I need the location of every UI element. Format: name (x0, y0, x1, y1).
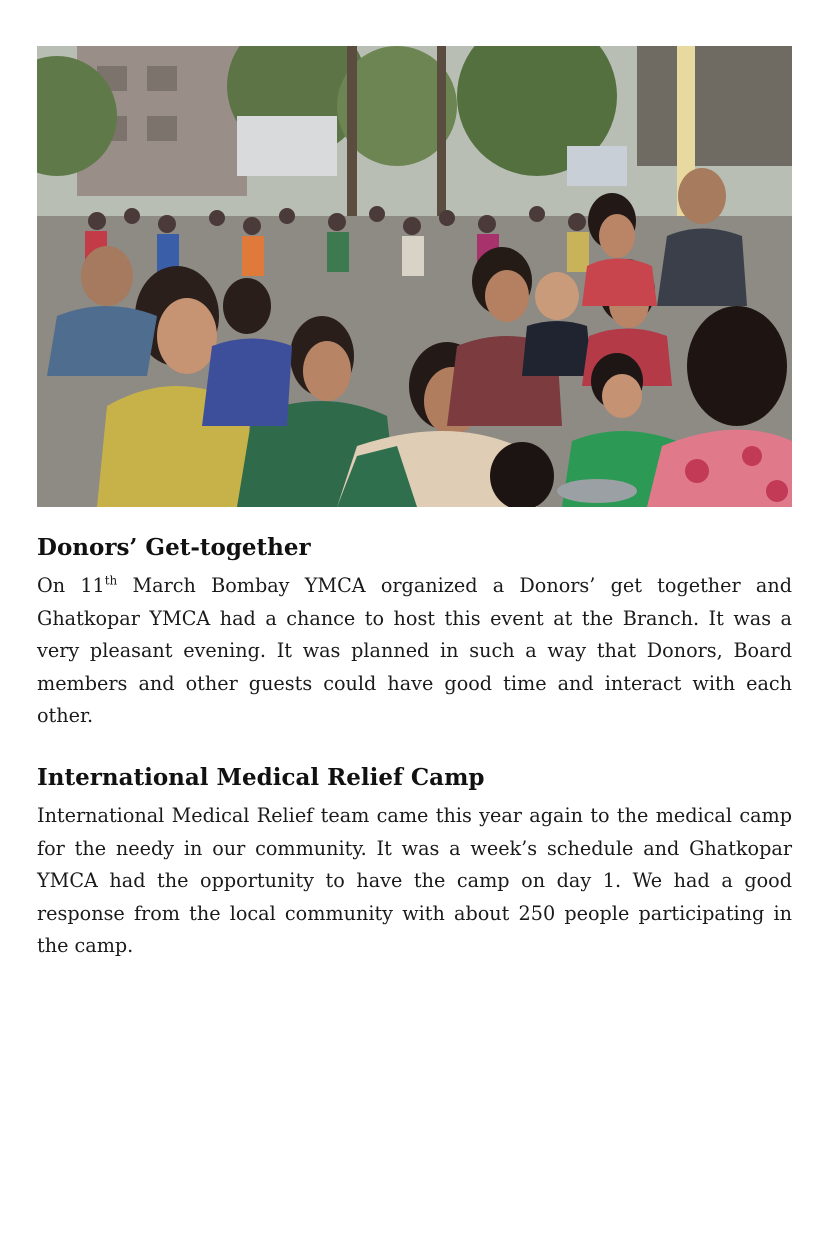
donors-get-together-section (37, 532, 792, 733)
event-photo (37, 46, 792, 507)
crowd-photo-illustration (37, 46, 792, 507)
medical-relief-camp-section (37, 762, 792, 963)
section-paragraph (37, 570, 792, 733)
ordinal-suffix: th (104, 573, 118, 588)
section-paragraph: International Medical Relief team came this year again to the medical camp for the needy in our community. It was a week’s schedule and Ghatkopar YMCA had the opportunity to have the camp on day 1. We had a good response from the local community with about 250 people participating in the camp. (37, 804, 792, 958)
para-rest: March Bombay YMCA organized a Donors’ get together and Ghatkopar YMCA had a chance to host this event at the Branch. It was a very pleasant evening. It was planned in such a way that Donors, Board members and other guests could have good time and interact with each other. (37, 574, 792, 728)
section-heading: Donors’ Get-together (37, 534, 311, 561)
para-prefix: On 11 (37, 574, 105, 597)
section-heading: International Medical Relief Camp (37, 764, 485, 791)
